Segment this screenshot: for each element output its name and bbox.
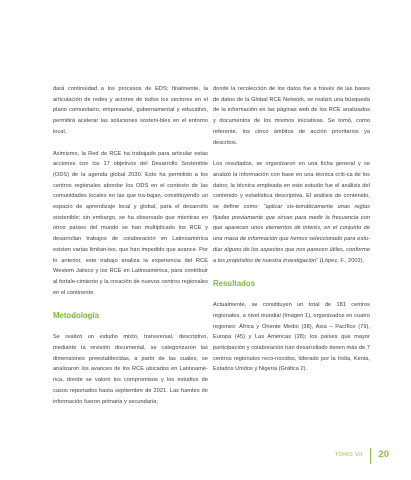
page-footer	[0, 446, 411, 466]
volume-label: TOMO VII	[334, 452, 363, 458]
paragraph: Actualmente, se constituyen un total de 181 centros regionales, a nivel mundial (Imagen 1), organizados en cuatro regiones: África y Oriente Medio (38), Asia – Pacífico (79), Europa (45) y Las Américas (28); los países que mayor participación y colaboración han desarrollado tienen más de 7 centros regionales reco-nocidos, liderado por la India, Kenia, Estados Unidos y Nigeria (Gráfica 2).	[213, 302, 370, 373]
paragraph: Se realizó un estudio mixto, transversal, descriptivo, mediante la revisión documental, se categorizaron las dimensiones preestablecidas, a partir de las cuales, se analizaron los avances de los RCE ubicados en Latinoamé-rica, donde se valoró los compromisos y los estudios de casos reportados hasta septiembre de 2021. Las fuentes de información fueron primaria y secundaria;	[53, 334, 208, 405]
citation-text: (López, F., 2002).	[318, 257, 365, 264]
quotation-text: "aplicar sis-temáticamente unas reglas fijadas previamente que sirvan para medir la frecuencia con que aparecen unos elementos de interés, en el conjunto de una masa de información que hemos seleccionado para estu-diar alguno de los aspectos que nos parecen útiles, conforme a los propósitos de nuestra investigación"	[213, 204, 370, 264]
paragraph	[213, 159, 370, 266]
left-column	[53, 84, 208, 418]
paragraph: donde la recolección de los datos fue a través de las bases de datos de la Global RCE Network, se realizó una búsqueda de la información en las páginas web de los RCE analizados y documentos de los mismos iniciativas. Se tomó, como referente, los cinco ámbitos de acción prioritarios ya descritos.	[213, 86, 370, 146]
right-column	[213, 84, 370, 386]
section-heading-methodology: Metodología	[53, 311, 99, 321]
paragraph-text: Los resultados, se organizaron en una ficha general y se analizó la información con base en una técnica críti-ca de los datos; la técnica empleada en este estudio fue el análisis del contenido y estadística descriptiva. El análisis de contenido, se define como:	[213, 161, 370, 211]
footer-divider	[370, 448, 371, 464]
paragraph: dará continuidad a los procesos de EDS; finalmente, la articulación de redes y actores de todos los sectores en el plano comunitario, empresarial, gubernamental y educativo, permitirá acelerar las soluciones sosteni-bles en el entorno local.	[53, 86, 208, 135]
paragraph: Asimismo, la Red de RCE ha trabajado para articular estas acciones con los 17 objetivos del Desarrollo Sostenible (ODS) de la agenda global 2030. Esto ha permitido a los centros regionales abordar los ODS en el contexto de las comunidades locales en las que tra-bajan, constituyendo un espacio de aprendizaje local y global, para el desarrollo sostenible; sin embargo, se ha observado que mientras en otros países del mundo se han multiplicado los RCE y desarrollan trabajos de colaboración en Latinoamérica existen varias limitan-tes, que han impedido que avance. Por lo anterior, este trabajo analiza la experiencia del RCE Western Jalisco y los RCE en Latinoamérica, para contribuir al fortale-cimiento y la creación de nuevos centros regionales en el continente.	[53, 150, 208, 296]
page-number: 20	[378, 449, 389, 460]
section-heading-results: Resultados	[213, 279, 256, 289]
